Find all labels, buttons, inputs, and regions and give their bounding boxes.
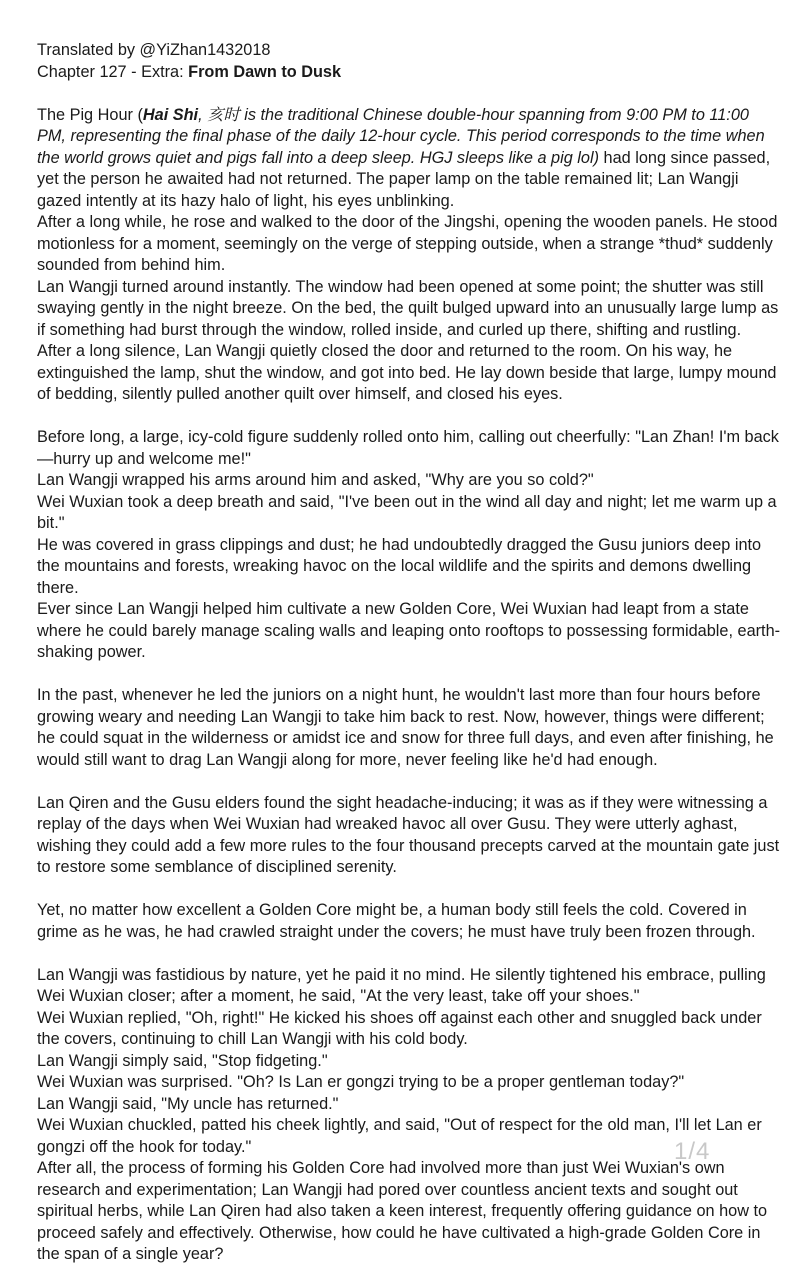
paragraph-block-5 [37,900,782,943]
paragraph-block-1 [37,105,782,406]
paragraph: Wei Wuxian was surprised. "Oh? Is Lan er gongzi trying to be a proper gentleman today?" [37,1073,685,1091]
paragraph: In the past, whenever he led the juniors on a night hunt, he wouldn't last more than four hours before growing weary and needing Lan Wangji to take him back to rest. Now, however, things were different; he could squat in the wilderness or amidst ice and snow for three full days, and even after finishing, he would still want to drag Lan Wangji along for more, never feeling like he'd had enough. [37,686,774,769]
paragraph: Wei Wuxian took a deep breath and said, "I've been out in the wind all day and night; let me warm up a bit." [37,492,777,532]
header [37,40,782,83]
paragraph: Before long, a large, icy-cold figure suddenly rolled onto him, calling out cheerfully: "Lan Zhan! I'm back—hurry up and welcome me!" [37,428,779,468]
paragraph: Lan Qiren and the Gusu elders found the sight headache-inducing; it was as if they were witnessing a replay of the days when Wei Wuxian had wreaked havoc all over Gusu. They were utterly aghast, wishing they could add a few more rules to the four thousand precepts carved at the mountain gate just to restore some semblance of disciplined serenity. [37,793,780,876]
page-number: 1/4 [674,1138,711,1165]
translator-credit: Translated by @YiZhan1432018 [37,41,271,59]
intro-note: , 亥时 is the traditional Chinese double-hour spanning from 9:00 PM to 11:00 PM, representing the final phase of the daily 12-hour cycle. This period corresponds to the time when the world grows quiet and pigs fall into a deep sleep. HGJ sleeps like a pig lol) [37,105,765,167]
paragraph-gap [37,664,782,686]
paragraph: Yet, no matter how excellent a Golden Core might be, a human body still feels the cold. Covered in grime as he was, he had crawled straight under the covers; he must have truly been frozen through. [37,901,756,941]
document-page [37,40,782,1266]
paragraph: Ever since Lan Wangji helped him cultivate a new Golden Core, Wei Wuxian had leapt from a state where he could barely manage scaling walls and leaping onto rooftops to possessing formidable, earth-shaking power. [37,600,781,661]
paragraph-gap [37,879,782,901]
chapter-heading [37,62,782,84]
paragraph-gap [37,406,782,428]
paragraph: Wei Wuxian chuckled, patted his cheek lightly, and said, "Out of respect for the old man, I'll let Lan er gongzi off the hook for today." [37,1116,762,1156]
paragraph-block-6 [37,965,782,1266]
paragraph: Lan Wangji simply said, "Stop fidgeting." [37,1051,328,1070]
intro-rest: had long since passed, yet the person he awaited had not returned. The paper lamp on the table remained lit; Lan Wangji gazed intently at its hazy halo of light, his eyes unblinking. [37,148,771,210]
paragraph-block-4 [37,793,782,879]
intro-paragraph [37,105,782,213]
intro-lead: The Pig Hour ( [37,105,143,124]
paragraph: Lan Wangji wrapped his arms around him and asked, "Why are you so cold?" [37,471,594,489]
chapter-prefix: Chapter 127 - Extra: [37,62,189,81]
paragraph: After a long while, he rose and walked to the door of the Jingshi, opening the wooden panels. He stood motionless for a moment, seemingly on the verge of stepping outside, when a strange *thud* suddenly sounded from behind him. [37,213,778,274]
paragraph: Lan Wangji was fastidious by nature, yet he paid it no mind. He silently tightened his embrace, pulling Wei Wuxian closer; after a moment, he said, "At the very least, take off your shoes." [37,965,766,1005]
paragraph: Lan Wangji turned around instantly. The window had been opened at some point; the shutter was still swaying gently in the night breeze. On the bed, the quilt bulged upward into an unusually large lump as if something had burst through the window, rolled inside, and curled up there, shifting and rustling. [37,277,779,339]
paragraph: He was covered in grass clippings and dust; he had undoubtedly dragged the Gusu juniors deep into the mountains and forests, wreaking havoc on the local wildlife and the spirits and demons dwelling there. [37,535,762,597]
paragraph-gap [37,83,782,105]
paragraph-gap [37,943,782,965]
paragraph: After all, the process of forming his Golden Core had involved more than just Wei Wuxian's own research and experimentation; Lan Wangji had pored over countless ancient texts and sought out spiritual herbs, while Lan Qiren had also taken a keen interest, frequently offering guidance on how to proceed safely and effectively. Otherwise, how could he have cultivated a high-grade Golden Core in the span of a single year? [37,1159,768,1263]
chapter-title: From Dawn to Dusk [188,62,342,81]
paragraph: After a long silence, Lan Wangji quietly closed the door and returned to the room. On his way, he extinguished the lamp, shut the window, and got into bed. He lay down beside that large, lumpy mound of bedding, silently pulled another quilt over himself, and closed his eyes. [37,342,777,403]
paragraph-block-3 [37,685,782,771]
paragraph: Wei Wuxian replied, "Oh, right!" He kicked his shoes off against each other and snuggled back under the covers, continuing to chill Lan Wangji with his cold body. [37,1008,762,1048]
intro-term: Hai Shi [142,105,199,124]
paragraph: Lan Wangji said, "My uncle has returned." [37,1094,339,1113]
paragraph-block-2 [37,427,782,664]
paragraph-gap [37,771,782,793]
